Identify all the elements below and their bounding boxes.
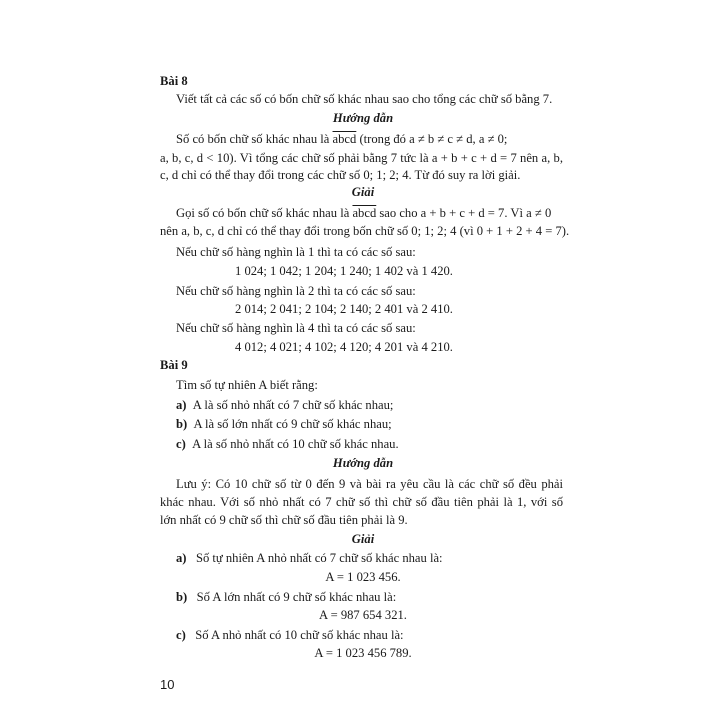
page-number: 10 (160, 677, 175, 692)
exercise-9-item-a: a) A là số nhỏ nhất có 7 chữ số khác nhau; (176, 398, 394, 412)
exercise-8-case-4-numbers: 4 012; 4 021; 4 102; 4 120; 4 201 và 4 210. (235, 340, 453, 354)
exercise-8-case-2-numbers: 2 014; 2 041; 2 104; 2 140; 2 401 và 2 410. (235, 302, 453, 316)
exercise-8-guide-line-1: Số có bốn chữ số khác nhau là abcd (trong đó a ≠ b ≠ c ≠ d, a ≠ 0; (176, 132, 508, 146)
exercise-9-solution-heading: Giải (351, 532, 375, 546)
exercise-9-guide-line-2: khác nhau. Với số nhỏ nhất có 7 chữ số thì chữ số đầu tiên phải là 1, với số (160, 495, 563, 509)
exercise-8-case-1-text: Nếu chữ số hàng nghìn là 1 thì ta có các số sau: (176, 245, 416, 259)
exercise-8-guide-heading: Hướng dẫn (332, 111, 394, 125)
exercise-9-guide-heading: Hướng dẫn (332, 456, 394, 470)
exercise-8-solution-line-2: nên a, b, c, d chỉ có thể thay đổi trong bốn chữ số 0; 1; 2; 4 (vì 0 + 1 + 2 + 4 = 7). (160, 224, 570, 238)
exercise-9-item-c: c) A là số nhỏ nhất có 10 chữ số khác nhau. (176, 437, 399, 451)
exercise-8-case-2-text: Nếu chữ số hàng nghìn là 2 thì ta có các số sau: (176, 284, 416, 298)
exercise-9-guide-line-1: Lưu ý: Có 10 chữ số từ 0 đến 9 và bài ra yêu cầu là các chữ số đều phải (176, 477, 563, 491)
exercise-9-answer-b: A = 987 654 321. (319, 608, 407, 622)
exercise-8-problem: Viết tất cả các số có bốn chữ số khác nhau sao cho tổng các chữ số bằng 7. (176, 92, 553, 106)
exercise-9-solution-b: b) Số A lớn nhất có 9 chữ số khác nhau là: (176, 590, 397, 604)
exercise-8-solution-line-1: Gọi số có bốn chữ số khác nhau là abcd sao cho a + b + c + d = 7. Vì a ≠ 0 (176, 206, 552, 220)
exercise-9-title: Bài 9 (160, 358, 188, 372)
exercise-8-guide-line-3: c, d chỉ có thể thay đổi trong các chữ số 0; 1; 2; 4. Từ đó suy ra lời giải. (160, 168, 521, 182)
exercise-9-answer-c: A = 1 023 456 789. (314, 646, 412, 660)
exercise-8-guide-line-2: a, b, c, d < 10). Vì tổng các chữ số phải bằng 7 tức là a + b + c + d = 7 nên a, b, (160, 151, 563, 165)
exercise-8-case-4-text: Nếu chữ số hàng nghìn là 4 thì ta có các số sau: (176, 321, 416, 335)
abcd-overline-number: abcd (332, 132, 357, 146)
exercise-8-title: Bài 8 (160, 74, 188, 88)
exercise-9-problem: Tìm số tự nhiên A biết rằng: (176, 378, 318, 392)
exercise-9-solution-c: c) Số A nhỏ nhất có 10 chữ số khác nhau là: (176, 628, 404, 642)
exercise-8-solution-heading: Giải (351, 185, 375, 199)
exercise-9-item-b: b) A là số lớn nhất có 9 chữ số khác nhau; (176, 417, 392, 431)
exercise-9-answer-a: A = 1 023 456. (325, 570, 401, 584)
abcd-overline-number: abcd (352, 206, 377, 220)
exercise-9-guide-line-3: lớn nhất có 9 chữ số thì chữ số đầu tiên phải là 9. (160, 513, 408, 527)
exercise-9-solution-a: a) Số tự nhiên A nhỏ nhất có 7 chữ số khác nhau là: (176, 551, 443, 565)
exercise-8-case-1-numbers: 1 024; 1 042; 1 204; 1 240; 1 402 và 1 420. (235, 264, 453, 278)
